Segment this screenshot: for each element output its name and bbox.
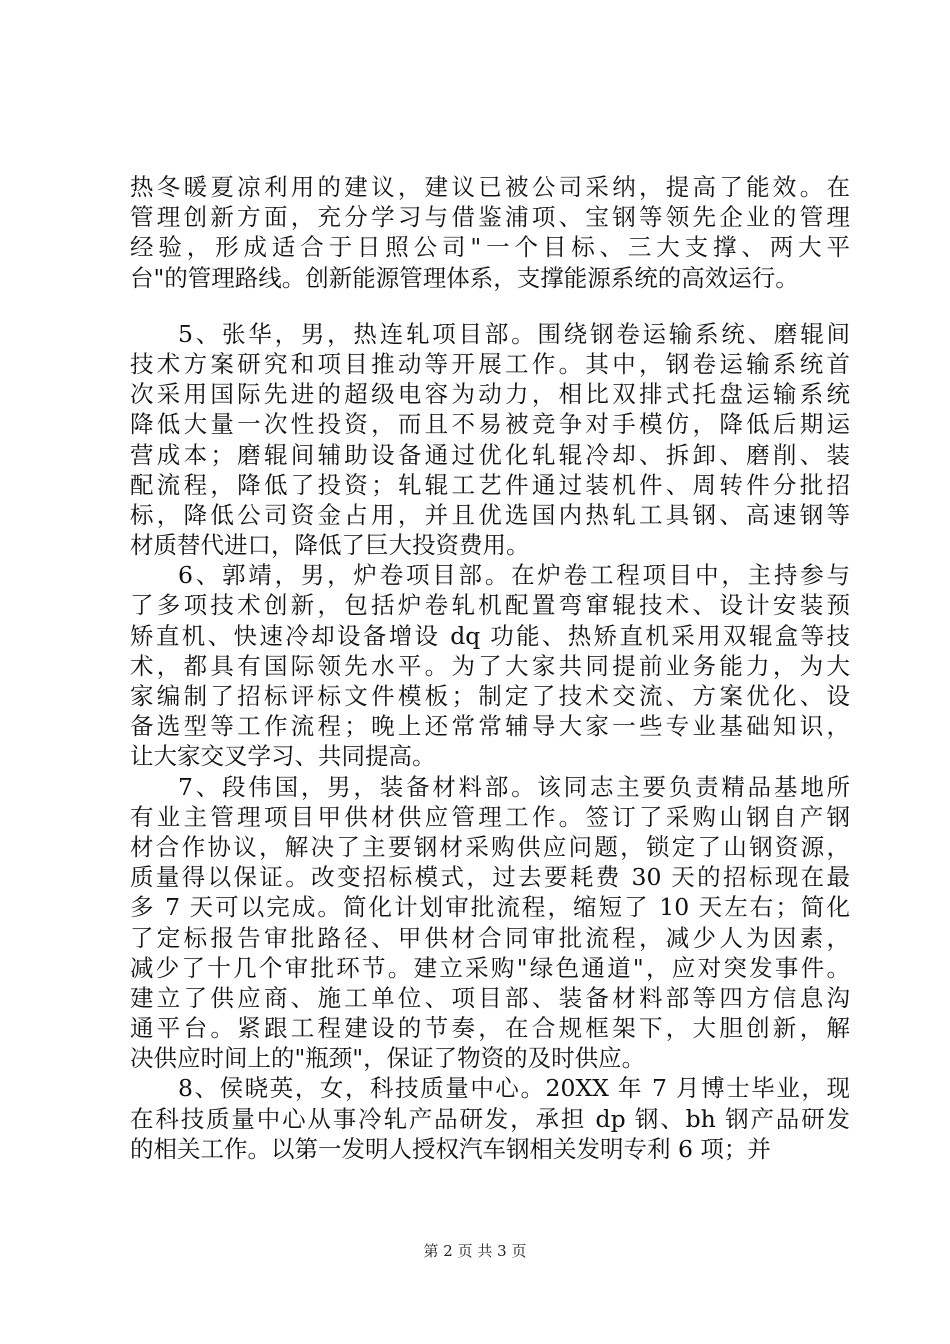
text-line: 技术方案研究和项目推动等开展工作。其中，钢卷运输系统首 xyxy=(130,349,850,378)
text-line: 材合作协议，解决了主要钢材采购供应问题，锁定了山钢资源， xyxy=(130,832,850,861)
text-line: 热冬暖夏凉利用的建议，建议已被公司采纳，提高了能效。在 xyxy=(130,173,850,201)
text-line: 术，都具有国际领先水平。为了大家共同提前业务能力，为大 xyxy=(130,651,850,680)
paragraph-gap xyxy=(130,293,850,319)
paragraph xyxy=(130,772,850,1074)
text-line: 让大家交叉学习、共同提高。 xyxy=(130,742,436,771)
paragraph xyxy=(130,319,850,561)
text-line: 质量得以保证。改变招标模式，过去要耗费 30 天的招标现在最 xyxy=(130,863,850,892)
text-line: 配流程，降低了投资；轧辊工艺件通过装机件、周转件分批招 xyxy=(130,470,850,499)
text-line: 通平台。紧跟工程建设的节奏，在合规框架下，大胆创新，解 xyxy=(130,1014,850,1043)
text-line: 8、侯晓英，女，科技质量中心。20XX 年 7 月博士毕业，现 xyxy=(178,1074,850,1103)
paragraph xyxy=(130,1073,850,1164)
text-line: 营成本；磨辊间辅助设备通过优化轧辊冷却、拆卸、磨削、装 xyxy=(130,440,850,469)
text-line: 减少了十几个审批环节。建立采购"绿色通道"，应对突发事件。 xyxy=(130,953,850,982)
text-line: 矫直机、快速冷却设备增设 dq 功能、热矫直机采用双辊盒等技 xyxy=(130,621,850,650)
text-line: 的相关工作。以第一发明人授权汽车钢相关发明专利 6 项；并 xyxy=(130,1134,771,1163)
text-line: 了多项技术创新，包括炉卷轧机配置弯窜辊技术、设计安装预 xyxy=(130,591,850,620)
text-line: 5、张华，男，热连轧项目部。围绕钢卷运输系统、磨辊间 xyxy=(178,319,850,348)
document-body xyxy=(130,172,850,1164)
page-footer: 第 2 页 共 3 页 xyxy=(423,1242,527,1260)
text-line: 了定标报告审批路径、甲供材合同审批流程，减少人为因素， xyxy=(130,923,850,952)
text-line: 7、段伟国，男，装备材料部。该同志主要负责精品基地所 xyxy=(178,772,850,801)
text-line: 台"的管理路线。创新能源管理体系，支撑能源系统的高效运行。 xyxy=(130,263,799,292)
text-line: 多 7 天可以完成。简化计划审批流程，缩短了 10 天左右；简化 xyxy=(130,893,850,922)
paragraph xyxy=(130,560,850,771)
text-line: 经验，形成适合于日照公司"一个目标、三大支撑、两大平 xyxy=(130,233,850,262)
paragraph xyxy=(130,172,850,293)
text-line: 建立了供应商、施工单位、项目部、装备材料部等四方信息沟 xyxy=(130,983,850,1012)
text-line: 标，降低公司资金占用，并且优选国内热轧工具钢、高速钢等 xyxy=(130,500,850,529)
text-line: 决供应时间上的"瓶颈"，保证了物资的及时供应。 xyxy=(130,1044,646,1073)
text-line: 有业主管理项目甲供材供应管理工作。签订了采购山钢自产钢 xyxy=(130,802,850,831)
text-line: 降低大量一次性投资，而且不易被竞争对手模仿，降低后期运 xyxy=(130,410,850,439)
text-line: 在科技质量中心从事冷轧产品研发，承担 dp 钢、bh 钢产品研发 xyxy=(130,1104,850,1133)
text-line: 次采用国际先进的超级电容为动力，相比双排式托盘运输系统 xyxy=(130,380,850,409)
text-line: 备选型等工作流程；晚上还常常辅导大家一些专业基础知识， xyxy=(130,712,850,741)
text-line: 家编制了招标评标文件模板；制定了技术交流、方案优化、设 xyxy=(130,682,850,710)
text-line: 材质替代进口，降低了巨大投资费用。 xyxy=(130,531,530,560)
text-line: 管理创新方面，充分学习与借鉴浦项、宝钢等领先企业的管理 xyxy=(130,203,850,232)
text-line: 6、郭靖，男，炉卷项目部。在炉卷工程项目中，主持参与 xyxy=(178,561,850,590)
